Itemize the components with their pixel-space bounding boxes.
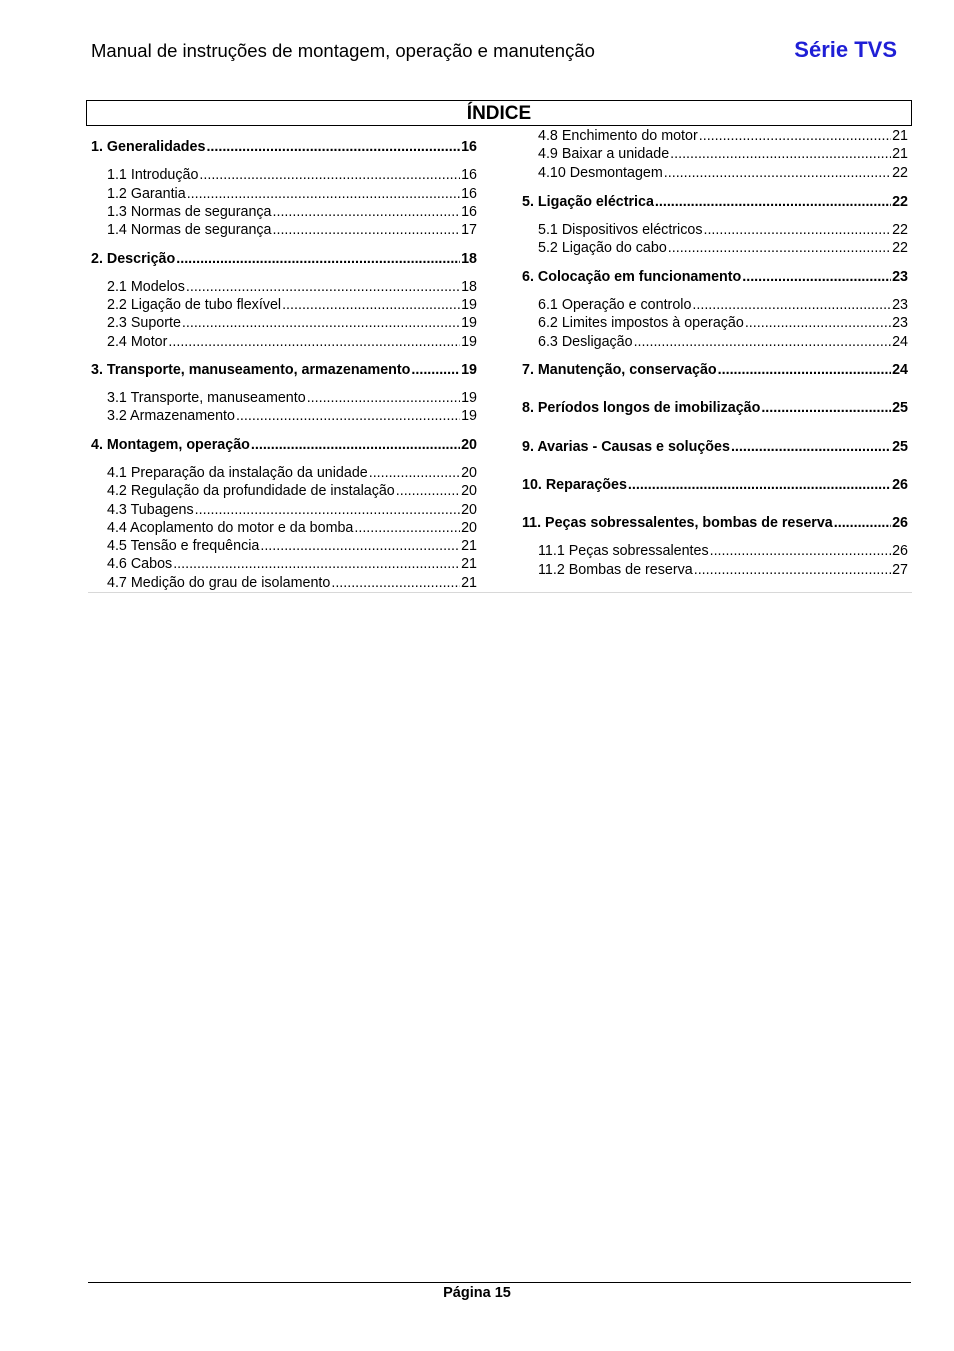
toc-entry — [522, 164, 908, 182]
toc-entry — [522, 239, 908, 257]
toc-entry — [91, 166, 477, 184]
toc-entry-page: 16 — [461, 186, 477, 202]
toc-entry-text: 1.3 Normas de segurança — [107, 204, 272, 220]
toc-entry — [91, 389, 477, 407]
toc-entry-page: 25 — [892, 400, 908, 416]
toc-entry-page: 16 — [461, 167, 477, 183]
toc-entry-page: 20 — [461, 502, 477, 518]
toc-entry — [522, 333, 908, 351]
toc-entry-text: 7. Manutenção, conservação — [522, 362, 717, 378]
toc-entry-text: 4.9 Baixar a unidade — [538, 146, 670, 162]
toc-entry — [91, 314, 477, 332]
toc-leader-dots — [411, 361, 460, 379]
toc-entry — [522, 476, 908, 494]
toc-entry — [522, 514, 908, 532]
toc-leader-dots — [396, 482, 460, 500]
toc-entry — [522, 399, 908, 417]
toc-leader-dots — [331, 574, 460, 592]
toc-entry-page: 23 — [892, 269, 908, 285]
toc-entry-text: 10. Reparações — [522, 477, 627, 493]
toc-entry-text: 9. Avarias - Causas e soluções — [522, 439, 730, 455]
toc-entry-page: 22 — [892, 165, 908, 181]
toc-entry-text: 6. Colocação em funcionamento — [522, 269, 742, 285]
toc-leader-dots — [692, 296, 891, 314]
toc-entry-text: 1.1 Introdução — [107, 167, 199, 183]
toc-entry-text: 2.2 Ligação de tubo flexível — [107, 297, 282, 313]
toc-entry-text: 11.2 Bombas de reserva — [538, 562, 693, 578]
toc-entry-page: 22 — [892, 240, 908, 256]
toc-entry-text: 4.8 Enchimento do motor — [538, 128, 698, 144]
toc-entry-page: 21 — [892, 146, 908, 162]
toc-leader-dots — [236, 407, 460, 425]
toc-leader-dots — [703, 221, 891, 239]
toc-entry-page: 19 — [461, 362, 477, 378]
toc-entry-page: 18 — [461, 251, 477, 267]
toc-entry-page: 21 — [461, 556, 477, 572]
toc-bottom-rule — [88, 592, 912, 593]
toc-entry-page: 20 — [461, 520, 477, 536]
toc-leader-dots — [273, 221, 461, 239]
toc-entry-text: 4.7 Medição do grau de isolamento — [107, 575, 331, 591]
toc-entry-text: 8. Períodos longos de imobilização — [522, 400, 761, 416]
toc-entry — [91, 221, 477, 239]
toc-entry — [522, 561, 908, 579]
toc-entry — [91, 436, 477, 454]
toc-entry-page: 20 — [461, 465, 477, 481]
toc-leader-dots — [273, 203, 461, 221]
toc-entry-text: 4.3 Tubagens — [107, 502, 194, 518]
toc-entry-text: 2.3 Suporte — [107, 315, 181, 331]
toc-leader-dots — [628, 476, 891, 494]
toc-entry-text: 2.4 Motor — [107, 334, 168, 350]
toc-leader-dots — [354, 519, 460, 537]
toc-entry — [91, 537, 477, 555]
toc-entry — [91, 361, 477, 379]
toc-entry-page: 26 — [892, 477, 908, 493]
toc-entry — [91, 501, 477, 519]
toc-entry-text: 4.2 Regulação da profundidade de instalação — [107, 483, 395, 499]
toc-leader-dots — [655, 193, 891, 211]
toc-entry — [522, 361, 908, 379]
toc-entry-page: 26 — [892, 543, 908, 559]
toc-entry-page: 24 — [892, 334, 908, 350]
toc-entry — [522, 542, 908, 560]
toc-entry — [91, 203, 477, 221]
toc-entry-text: 4.5 Tensão e frequência — [107, 538, 260, 554]
toc-entry-page: 19 — [461, 315, 477, 331]
toc-entry-text: 2. Descrição — [91, 251, 176, 267]
toc-entry — [91, 464, 477, 482]
toc-leader-dots — [260, 537, 460, 555]
toc-entry — [91, 519, 477, 537]
toc-entry — [91, 138, 477, 156]
toc-entry-page: 25 — [892, 439, 908, 455]
toc-leader-dots — [668, 239, 891, 257]
toc-entry-page: 19 — [461, 390, 477, 406]
toc-entry — [91, 407, 477, 425]
toc-leader-dots — [718, 361, 891, 379]
toc-entry — [91, 296, 477, 314]
toc-entry — [522, 193, 908, 211]
toc-entry-page: 21 — [461, 538, 477, 554]
toc-entry-text: 1.4 Normas de segurança — [107, 222, 272, 238]
toc-leader-dots — [251, 436, 460, 454]
toc-leader-dots — [664, 164, 891, 182]
toc-entry-text: 6.2 Limites impostos à operação — [538, 315, 744, 331]
toc-title: ÍNDICE — [86, 100, 912, 126]
toc-entry-text: 4.10 Desmontagem — [538, 165, 663, 181]
toc-entry-text: 5. Ligação eléctrica — [522, 194, 654, 210]
toc-entry-text: 2.1 Modelos — [107, 279, 185, 295]
toc-entry — [522, 296, 908, 314]
toc-leader-dots — [699, 127, 891, 145]
toc-entry-page: 18 — [461, 279, 477, 295]
toc-entry — [91, 185, 477, 203]
toc-entry-text: 5.1 Dispositivos eléctricos — [538, 222, 703, 238]
toc-entry-page: 17 — [461, 222, 477, 238]
toc-entry-page: 23 — [892, 297, 908, 313]
toc-entry-page: 27 — [892, 562, 908, 578]
toc-entry-page: 24 — [892, 362, 908, 378]
toc-entry-page: 26 — [892, 515, 908, 531]
toc-entry-text: 3.1 Transporte, manuseamento — [107, 390, 306, 406]
toc-leader-dots — [710, 542, 891, 560]
toc-entry-text: 4.4 Acoplamento do motor e da bomba — [107, 520, 354, 536]
toc-entry-text: 3. Transporte, manuseamento, armazenamento — [91, 362, 411, 378]
toc-leader-dots — [670, 145, 891, 163]
toc-leader-dots — [187, 185, 460, 203]
toc-entry-text: 4. Montagem, operação — [91, 437, 250, 453]
toc-entry-page: 23 — [892, 315, 908, 331]
toc-entry-text: 11.1 Peças sobressalentes — [538, 543, 709, 559]
toc-entry-page: 19 — [461, 334, 477, 350]
toc-leader-dots — [834, 514, 891, 532]
toc-entry-text: 4.6 Cabos — [107, 556, 173, 572]
toc-entry — [91, 482, 477, 500]
toc-entry — [522, 314, 908, 332]
toc-entry — [91, 574, 477, 592]
toc-leader-dots — [195, 501, 460, 519]
toc-entry-text: 6.1 Operação e controlo — [538, 297, 692, 313]
toc-entry — [91, 333, 477, 351]
toc-leader-dots — [694, 561, 891, 579]
footer-page-label: Página 15 — [443, 1285, 511, 1301]
header-series-title: Série TVS — [794, 37, 897, 62]
toc-leader-dots — [369, 464, 460, 482]
toc-leader-dots — [307, 389, 460, 407]
toc-entry-text: 1.2 Garantia — [107, 186, 186, 202]
toc-leader-dots — [282, 296, 460, 314]
toc-leader-dots — [168, 333, 460, 351]
toc-leader-dots — [634, 333, 892, 351]
toc-entry-page: 21 — [892, 128, 908, 144]
toc-entry-text: 1. Generalidades — [91, 139, 206, 155]
toc-entry — [522, 145, 908, 163]
toc-leader-dots — [731, 438, 891, 456]
toc-entry-page: 22 — [892, 194, 908, 210]
footer-rule — [88, 1282, 911, 1283]
toc-entry-page: 20 — [461, 483, 477, 499]
toc-entry — [91, 250, 477, 268]
toc-entry-page: 19 — [461, 408, 477, 424]
toc-leader-dots — [173, 555, 460, 573]
toc-entry-page: 21 — [461, 575, 477, 591]
toc-entry-text: 4.1 Preparação da instalação da unidade — [107, 465, 368, 481]
toc-entry — [522, 438, 908, 456]
toc-leader-dots — [186, 278, 460, 296]
toc-entry-page: 19 — [461, 297, 477, 313]
toc-entry — [522, 127, 908, 145]
toc-leader-dots — [761, 399, 891, 417]
toc-entry — [91, 278, 477, 296]
toc-leader-dots — [742, 268, 891, 286]
toc-entry-text: 3.2 Armazenamento — [107, 408, 235, 424]
toc-leader-dots — [206, 138, 460, 156]
toc-entry-text: 11. Peças sobressalentes, bombas de reserva — [522, 515, 833, 531]
toc-entry-page: 22 — [892, 222, 908, 238]
toc-entry — [522, 221, 908, 239]
toc-leader-dots — [176, 250, 460, 268]
toc-entry-page: 16 — [461, 139, 477, 155]
toc-leader-dots — [745, 314, 891, 332]
toc-entry — [91, 555, 477, 573]
toc-entry-text: 5.2 Ligação do cabo — [538, 240, 667, 256]
toc-entry-page: 20 — [461, 437, 477, 453]
toc-entry-page: 16 — [461, 204, 477, 220]
toc-leader-dots — [199, 166, 460, 184]
toc-entry-text: 6.3 Desligação — [538, 334, 633, 350]
toc-leader-dots — [182, 314, 460, 332]
header-manual-title: Manual de instruções de montagem, operação e manutenção — [91, 40, 595, 61]
toc-entry — [522, 268, 908, 286]
